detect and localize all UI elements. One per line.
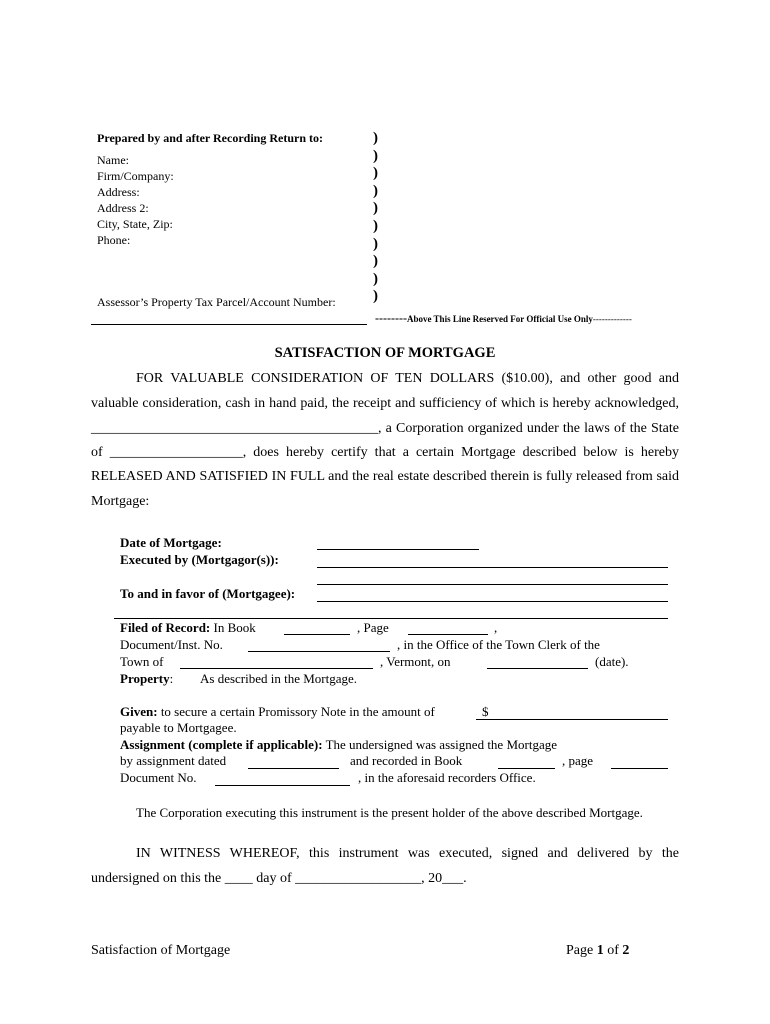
filed-of-record-label: Filed of Record: — [120, 620, 211, 635]
comma: , — [494, 620, 498, 635]
present-holder-statement: The Corporation executing this instrument is the present holder of the above described Mortgage. — [136, 805, 643, 820]
paren: ) — [373, 147, 378, 164]
document-inst-line[interactable] — [248, 651, 390, 652]
address-field-label: Address: — [97, 185, 140, 199]
property-colon: : — [169, 671, 174, 686]
assignment-page-label: , page — [562, 753, 594, 768]
paren: ) — [373, 165, 378, 182]
parcel-number-label: Assessor’s Property Tax Parcel/Account Number: — [97, 295, 336, 309]
given-label: Given: — [120, 704, 158, 719]
document-title: SATISFACTION OF MORTGAGE — [274, 345, 496, 361]
executed-by-label: Executed by (Mortgagor(s)): — [120, 552, 279, 567]
vermont-on-label: , Vermont, on — [380, 654, 451, 669]
assignment-book-line[interactable] — [498, 768, 555, 769]
firm-field-label: Firm/Company: — [97, 169, 174, 183]
paren: ) — [373, 253, 378, 270]
city-state-zip-field-label: City, State, Zip: — [97, 217, 173, 231]
assignment-page-line[interactable] — [611, 768, 668, 769]
given-text: to secure a certain Promissory Note in the amount of — [160, 704, 435, 719]
paren: ) — [373, 200, 378, 217]
executed-by-line[interactable] — [317, 567, 668, 568]
document-inst-label: Document/Inst. No. — [120, 637, 223, 652]
recorded-date-line[interactable] — [487, 668, 588, 669]
parcel-number-line — [91, 324, 367, 325]
page-line[interactable] — [408, 634, 488, 635]
body-line-1: FOR VALUABLE CONSIDERATION OF TEN DOLLARS ($10.00), and other good and — [136, 371, 679, 386]
footer-document-name: Satisfaction of Mortgage — [91, 943, 231, 958]
phone-field-label: Phone: — [97, 233, 131, 247]
paren: ) — [373, 130, 378, 146]
in-favor-of-line[interactable] — [317, 601, 668, 602]
body-line-3: _________________________________________, a Corporation organized under the laws of the State — [91, 421, 679, 436]
property-value: As described in the Mortgage. — [200, 671, 358, 686]
body-line-2: valuable consideration, cash in hand paid, the receipt and sufficiency of which is hereby acknowledged, — [91, 396, 679, 411]
aforesaid-text: , in the aforesaid recorders Office. — [358, 770, 536, 785]
document-no-label: Document No. — [120, 770, 197, 785]
body-line-6: Mortgage: — [91, 494, 150, 509]
official-dashes: -------- — [375, 311, 407, 325]
footer-page-number — [566, 943, 629, 959]
assignment-row — [120, 737, 557, 753]
witness-line-2: undersigned on this the ____ day of __________________, 20___. — [91, 871, 467, 886]
dollar-sign: $ — [482, 704, 489, 719]
town-line[interactable] — [180, 668, 373, 669]
assignment-text: The undersigned was assigned the Mortgage — [325, 737, 557, 752]
book-line[interactable] — [284, 634, 350, 635]
page-label: , Page — [357, 620, 389, 635]
date-of-mortgage-line[interactable] — [317, 549, 479, 550]
document-no-line[interactable] — [215, 785, 350, 786]
given-row — [120, 704, 435, 720]
in-book-label: In Book — [213, 620, 256, 635]
amount-line[interactable] — [476, 719, 668, 720]
current-page: 1 — [596, 943, 604, 958]
witness-line-1: IN WITNESS WHEREOF, this instrument was executed, signed and delivered by the — [136, 846, 679, 861]
paren: ) — [373, 217, 378, 234]
executed-by-line-2[interactable] — [317, 584, 668, 585]
separator-line — [114, 618, 668, 619]
payable-text: payable to Mortgagee. — [120, 720, 237, 735]
recorded-in-book-label: and recorded in Book — [350, 753, 463, 768]
assignment-date-line[interactable] — [248, 768, 339, 769]
office-text: , in the Office of the Town Clerk of the — [397, 637, 600, 652]
of-word: of — [607, 943, 619, 958]
property-row — [120, 671, 173, 687]
total-pages: 2 — [622, 943, 630, 958]
date-paren-label: (date). — [595, 654, 629, 669]
date-of-mortgage-label: Date of Mortgage: — [120, 535, 222, 550]
page-word: Page — [566, 943, 594, 958]
assignment-label: Assignment (complete if applicable): — [120, 737, 323, 752]
official-use-banner — [375, 311, 632, 326]
filed-of-record-row — [120, 620, 256, 636]
address2-field-label: Address 2: — [97, 201, 149, 215]
paren: ) — [373, 288, 378, 305]
property-label: Property — [120, 671, 170, 686]
body-line-4: of ___________________, does hereby certify that a certain Mortgage described below is hereby — [91, 445, 679, 460]
town-of-label: Town of — [120, 654, 164, 669]
in-favor-of-label: To and in favor of (Mortgagee): — [120, 586, 296, 601]
paren: ) — [373, 235, 378, 252]
official-trailing-dashes: ------------- — [592, 314, 632, 324]
parenthesis-column — [373, 130, 378, 306]
by-assignment-label: by assignment dated — [120, 753, 227, 768]
name-field-label: Name: — [97, 153, 129, 167]
return-to-label: Prepared by and after Recording Return to: — [97, 131, 323, 145]
official-use-text: Above This Line Reserved For Official Use Only — [406, 314, 593, 324]
paren: ) — [373, 182, 378, 199]
paren: ) — [373, 270, 378, 287]
body-line-5: RELEASED AND SATISFIED IN FULL and the real estate described therein is fully released from said — [91, 469, 679, 484]
